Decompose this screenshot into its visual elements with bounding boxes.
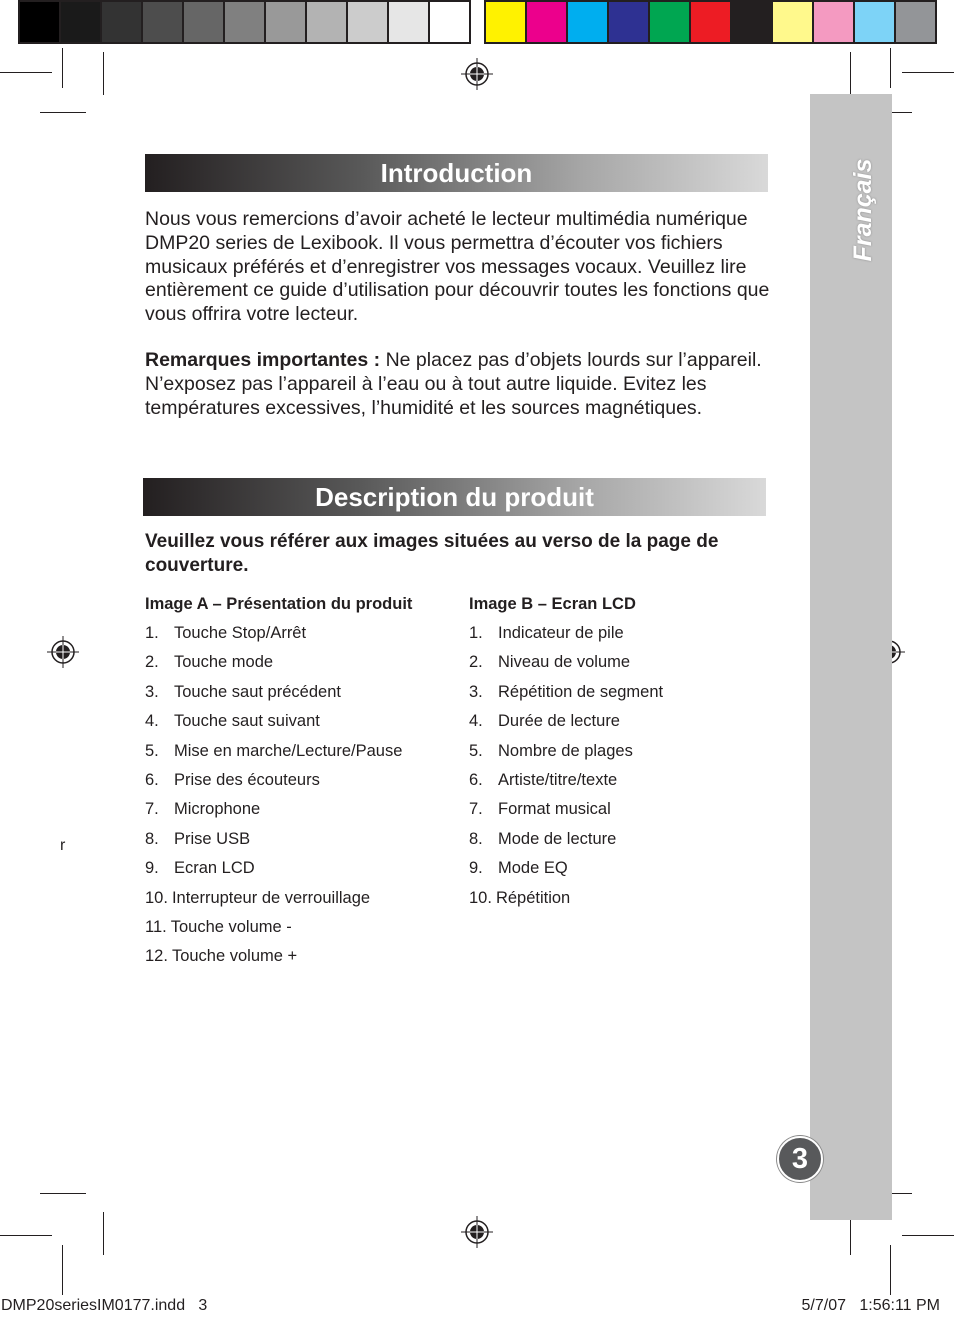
list-item-number: 3. [469, 682, 483, 701]
list-item [469, 682, 789, 711]
list-item-label: Touche saut suivant [174, 712, 320, 731]
crop-mark [103, 1212, 104, 1255]
list-item-label: Interrupteur de verrouillage [171, 888, 371, 907]
list-item [469, 770, 789, 799]
list-item-label: Ecran LCD [174, 859, 255, 878]
list-item-label: Format musical [498, 800, 611, 819]
important-notes-text: Ne placez pas d’objets lourds sur l’appareil. N’exposez pas l’appareil à l’eau ou à tout autre liquide. Evitez les températures excessives, l’humidité et les sources magnétiques. [145, 349, 762, 419]
image-b-list [469, 623, 789, 917]
list-item [145, 858, 465, 887]
list-item-number: 1. [145, 624, 159, 642]
refer-to-images-note: Veuillez vous référer aux images situées au verso de la page de couverture. [145, 531, 719, 576]
color-swatch [61, 2, 100, 42]
stray-mark: r [60, 837, 66, 854]
list-item-number: 7. [145, 800, 159, 819]
list-item-number: 10. [469, 888, 492, 907]
list-item-number: 6. [145, 770, 159, 789]
color-swatch [486, 2, 525, 42]
list-item-number: 8. [145, 829, 159, 848]
list-item-label: Mode EQ [498, 859, 568, 878]
list-item-label: Mise en marche/Lecture/Pause [174, 741, 403, 760]
list-item-label: Répétition de segment [498, 682, 664, 701]
list-item-number: 8. [469, 829, 483, 848]
list-item [145, 770, 465, 799]
crop-mark [62, 1245, 63, 1295]
color-swatch [609, 2, 648, 42]
crop-mark [890, 48, 891, 88]
list-item-label: Artiste/titre/texte [498, 770, 618, 789]
important-notes-paragraph [145, 349, 775, 420]
crop-mark [850, 52, 851, 95]
image-b-column [469, 594, 789, 917]
image-a-title: Image A – Présentation du produit [145, 595, 413, 613]
list-item-number: 9. [469, 859, 483, 878]
color-swatch [650, 2, 689, 42]
slug-timestamp: 5/7/07 1:56:11 PM [801, 1297, 940, 1314]
list-item-number: 11. [145, 917, 167, 936]
color-swatch [348, 2, 387, 42]
color-swatch [691, 2, 730, 42]
introduction-heading: Introduction [145, 154, 768, 192]
list-item-label: Mode de lecture [498, 829, 617, 848]
list-item [469, 652, 789, 681]
list-item [469, 858, 789, 887]
list-item-number: 1. [469, 624, 483, 642]
crop-mark [103, 52, 104, 95]
list-item [145, 799, 465, 828]
list-item-label: Prise des écouteurs [174, 770, 320, 789]
list-item-label: Microphone [174, 800, 261, 819]
list-item-label: Touche saut précédent [174, 682, 341, 701]
color-calibration-bar [484, 0, 937, 44]
color-swatch [814, 2, 853, 42]
color-swatch [732, 2, 771, 42]
color-swatch [307, 2, 346, 42]
list-item [145, 888, 465, 917]
list-item [469, 888, 789, 917]
color-swatch [102, 2, 141, 42]
crop-mark [40, 1193, 86, 1194]
list-item-number: 12. [145, 947, 168, 966]
list-item [145, 623, 465, 652]
list-item [145, 829, 465, 858]
color-swatch [527, 2, 566, 42]
list-item-number: 5. [469, 741, 483, 760]
list-item-number: 5. [145, 741, 159, 760]
color-swatch [773, 2, 812, 42]
image-a-column [145, 594, 465, 976]
list-item-label: Indicateur de pile [498, 624, 624, 642]
page-number-badge: 3 [777, 1136, 823, 1182]
list-item-label: Touche Stop/Arrêt [174, 624, 307, 642]
list-item-label: Niveau de volume [498, 653, 631, 672]
list-item-number: 10. [145, 888, 168, 907]
crop-mark [0, 1235, 52, 1236]
list-item [469, 741, 789, 770]
image-b-title: Image B – Ecran LCD [469, 595, 636, 613]
grayscale-calibration-bar [18, 0, 471, 44]
image-a-list [145, 623, 465, 976]
product-description-heading: Description du produit [143, 478, 766, 516]
color-swatch [225, 2, 264, 42]
list-item [145, 946, 465, 975]
registration-mark-icon [461, 58, 493, 90]
crop-mark [902, 72, 954, 73]
color-swatch [855, 2, 894, 42]
color-swatch [568, 2, 607, 42]
list-item [145, 741, 465, 770]
list-item [469, 829, 789, 858]
list-item-number: 6. [469, 770, 483, 789]
crop-mark [40, 112, 86, 113]
list-item [145, 917, 465, 946]
list-item [145, 711, 465, 740]
list-item-label: Touche mode [174, 653, 274, 672]
list-item-label: Nombre de plages [498, 741, 633, 760]
color-swatch [430, 2, 469, 42]
list-item [469, 623, 789, 652]
list-item-label: Durée de lecture [498, 712, 620, 731]
list-item-number: 2. [469, 653, 483, 672]
crop-mark [902, 1235, 954, 1236]
list-item-label: Prise USB [174, 829, 251, 848]
list-item [469, 799, 789, 828]
important-notes-label: Remarques importantes : [145, 349, 381, 371]
crop-mark [890, 1245, 891, 1295]
color-swatch [389, 2, 428, 42]
list-item-number: 7. [469, 800, 483, 819]
list-item-number: 2. [145, 653, 159, 672]
list-item-number: 3. [145, 682, 159, 701]
crop-mark [62, 48, 63, 88]
language-tab-label: Français [849, 158, 877, 262]
list-item-label: Répétition [495, 888, 571, 907]
color-swatch [20, 2, 59, 42]
color-swatch [266, 2, 305, 42]
list-item-label: Touche volume + [171, 947, 298, 966]
list-item [145, 682, 465, 711]
registration-mark-icon [47, 636, 79, 668]
introduction-paragraph: Nous vous remercions d’avoir acheté le lecteur multimédia numérique DMP20 series de Lexibook. Il vous permettra d’écouter vos fichiers musicaux préférés et d’enregistrer vos messages vocaux. Veuillez lire entièrement ce guide d’utilisation pour découvrir toutes les fonctions que vous offrira votre lecteur. [145, 208, 770, 326]
registration-mark-icon [461, 1216, 493, 1248]
slug-file-name: DMP20seriesIM0177.indd 3 [1, 1297, 208, 1314]
crop-mark [0, 72, 52, 73]
color-swatch [184, 2, 223, 42]
color-swatch [896, 2, 935, 42]
list-item-label: Touche volume - [170, 917, 292, 936]
list-item [145, 652, 465, 681]
list-item-number: 9. [145, 859, 159, 878]
list-item-number: 4. [145, 712, 159, 731]
list-item-number: 4. [469, 712, 483, 731]
list-item [469, 711, 789, 740]
color-swatch [143, 2, 182, 42]
